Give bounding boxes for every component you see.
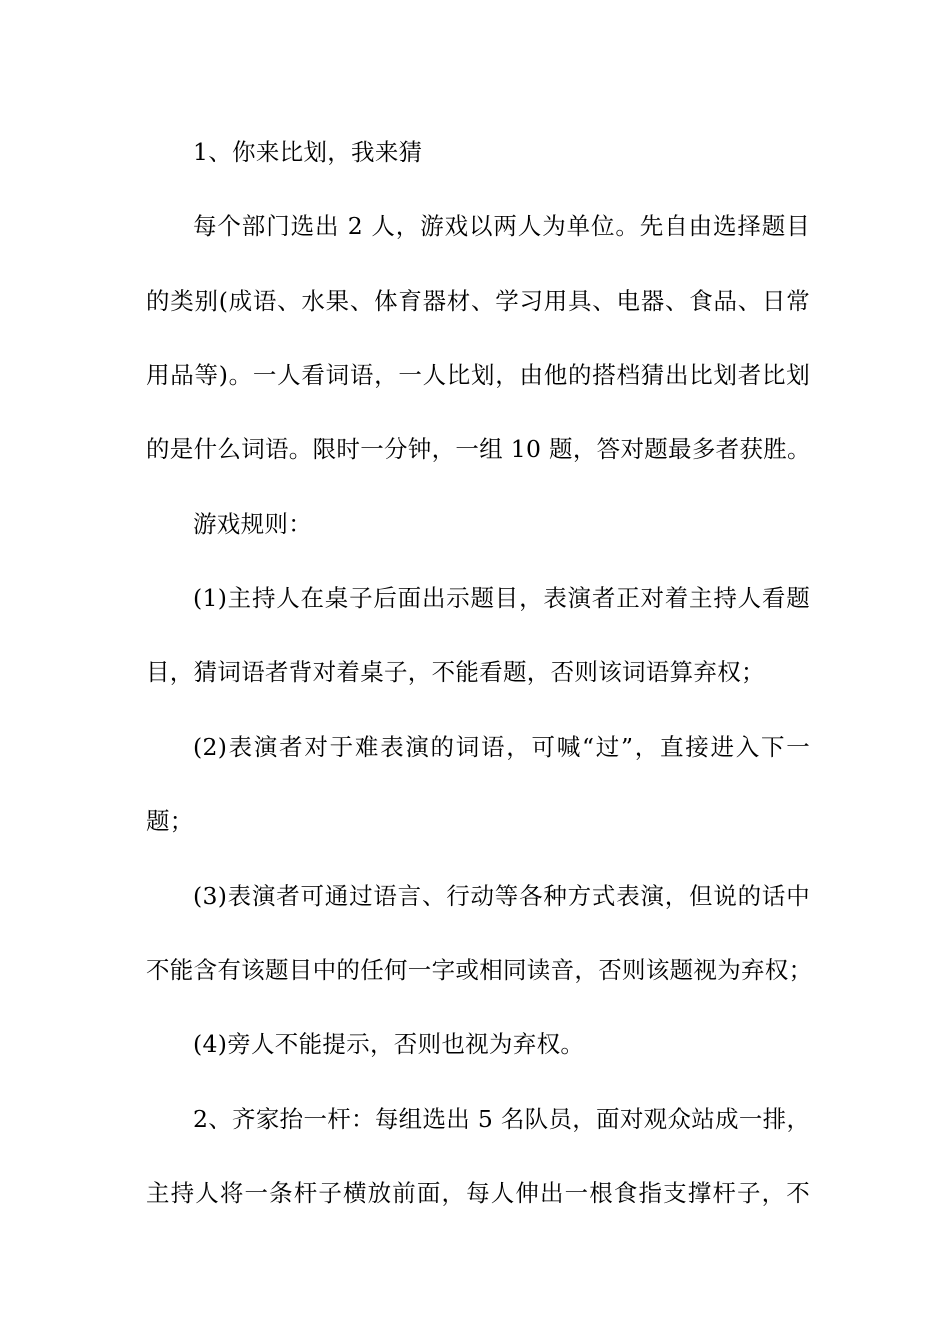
rule-line: (3)表演者可通过语言、行动等各种方式表演，但说的话中 (193, 882, 810, 910)
paragraph-line: 用品等)。一人看词语，一人比划，由他的搭档猜出比划者比划 (146, 361, 810, 389)
rule-line: 不能含有该题目中的任何一字或相同读音，否则该题视为弃权； (146, 956, 813, 984)
paragraph-line: 的类别(成语、水果、体育器材、学习用具、电器、食品、日常 (146, 287, 810, 315)
rule-line: (1)主持人在桌子后面出示题目，表演者正对着主持人看题 (193, 584, 810, 612)
paragraph-line: 每个部门选出 2 人，游戏以两人为单位。先自由选择题目 (193, 212, 810, 240)
paragraph-line: 2、齐家抬一杆：每组选出 5 名队员，面对观众站成一排， (193, 1105, 811, 1133)
paragraph-line: 的是什么词语。限时一分钟，一组 10 题，答对题最多者获胜。 (146, 435, 811, 463)
rule-line: (2)表演者对于难表演的词语，可喊“过”，直接进入下一 (193, 733, 810, 761)
rule-line: (4)旁人不能提示，否则也视为弃权。 (193, 1030, 585, 1058)
heading-game-1: 1、你来比划，我来猜 (193, 138, 423, 166)
paragraph-line: 主持人将一条杆子横放前面，每人伸出一根食指支撑杆子，不 (146, 1179, 810, 1207)
rule-line: 目，猜词语者背对着桌子，不能看题，否则该词语算弃权； (146, 658, 765, 686)
rules-heading: 游戏规则： (193, 510, 312, 538)
rule-line: 题； (146, 807, 194, 835)
